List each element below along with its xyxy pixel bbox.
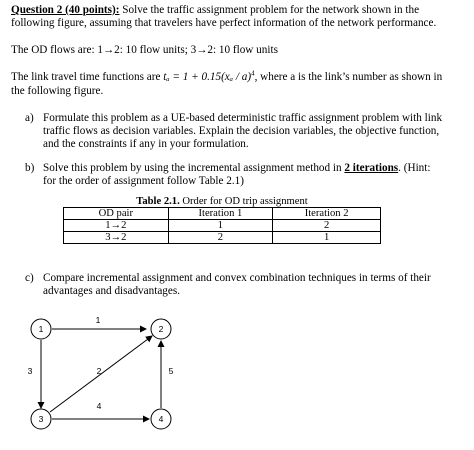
od-flows: The OD flows are: 1→2: 10 flow units; 3→2: 10 flow units: [11, 44, 278, 56]
node-label: 3: [38, 414, 44, 424]
link-function-pre: The link travel time functions are: [11, 71, 161, 83]
link-label: 2: [96, 366, 102, 376]
part-b-bold: 2 iterations: [344, 162, 399, 174]
table-header-it2: Iteration 2: [273, 208, 381, 220]
part-b-label: b): [25, 162, 35, 174]
link-function: [11, 71, 467, 84]
table-cell: 3→2: [64, 232, 169, 244]
table-cell: 2: [273, 220, 381, 232]
part-b-line1-pre: Solve this problem by using the incremental assignment method in: [43, 162, 345, 174]
table-cell: 2: [168, 232, 273, 244]
table-header-row: [64, 208, 381, 220]
question-header: Question 2 (40 points):: [11, 4, 120, 16]
link-function-line2: the following figure.: [11, 85, 104, 97]
table-header-it1: Iteration 1: [168, 208, 273, 220]
table-cell: 1→2: [64, 220, 169, 232]
part-b-line1-post: . (Hint:: [398, 162, 431, 174]
table-caption-bold: Table 2.1.: [136, 196, 180, 207]
part-a-line3: and the constraints if any in your formulation.: [43, 138, 249, 150]
link-function-exponent: 4: [251, 69, 255, 78]
part-b-line2: for the order of assignment follow Table 2.1): [43, 175, 244, 187]
od-order-table: [63, 207, 381, 244]
link-function-formula: tₐ = 1 + 0.15(xₐ / a): [163, 71, 252, 83]
link-label: 3: [27, 366, 33, 376]
part-a-line1: Formulate this problem as a UE-based deterministic traffic assignment problem with link: [43, 112, 443, 124]
node-label: 4: [158, 414, 164, 424]
table-header-od: OD pair: [64, 208, 169, 220]
link-label: 4: [96, 401, 102, 411]
part-b-line1: [43, 162, 463, 175]
link-function-post: , where a is the link’s number as shown in: [254, 71, 443, 83]
question-intro: [11, 4, 467, 17]
part-c-line2: advantages and disadvantages.: [43, 285, 180, 297]
table-cell: 1: [273, 232, 381, 244]
table-caption-rest: Order for OD trip assignment: [179, 196, 308, 207]
table-cell: 1: [168, 220, 273, 232]
link-label: 1: [95, 315, 101, 325]
node-label: 2: [158, 324, 164, 334]
part-c-line1: Compare incremental assignment and convex combination techniques in terms of their: [43, 272, 431, 284]
node-label: 1: [38, 324, 44, 334]
table-row: [64, 232, 381, 244]
part-a-label: a): [25, 112, 34, 124]
network-diagram: [0, 300, 220, 450]
part-c-label: c): [25, 272, 34, 284]
question-intro-line2: following figure, assuming that travelers have perfect information of the network performance.: [11, 17, 437, 29]
table-row: [64, 220, 381, 232]
part-a-line2: traffic flows as decision variables. Explain the decision variables, the objective function,: [43, 125, 440, 137]
question-intro-text: Solve the traffic assignment problem for the network shown in the: [122, 4, 420, 16]
link-label: 5: [168, 366, 174, 376]
